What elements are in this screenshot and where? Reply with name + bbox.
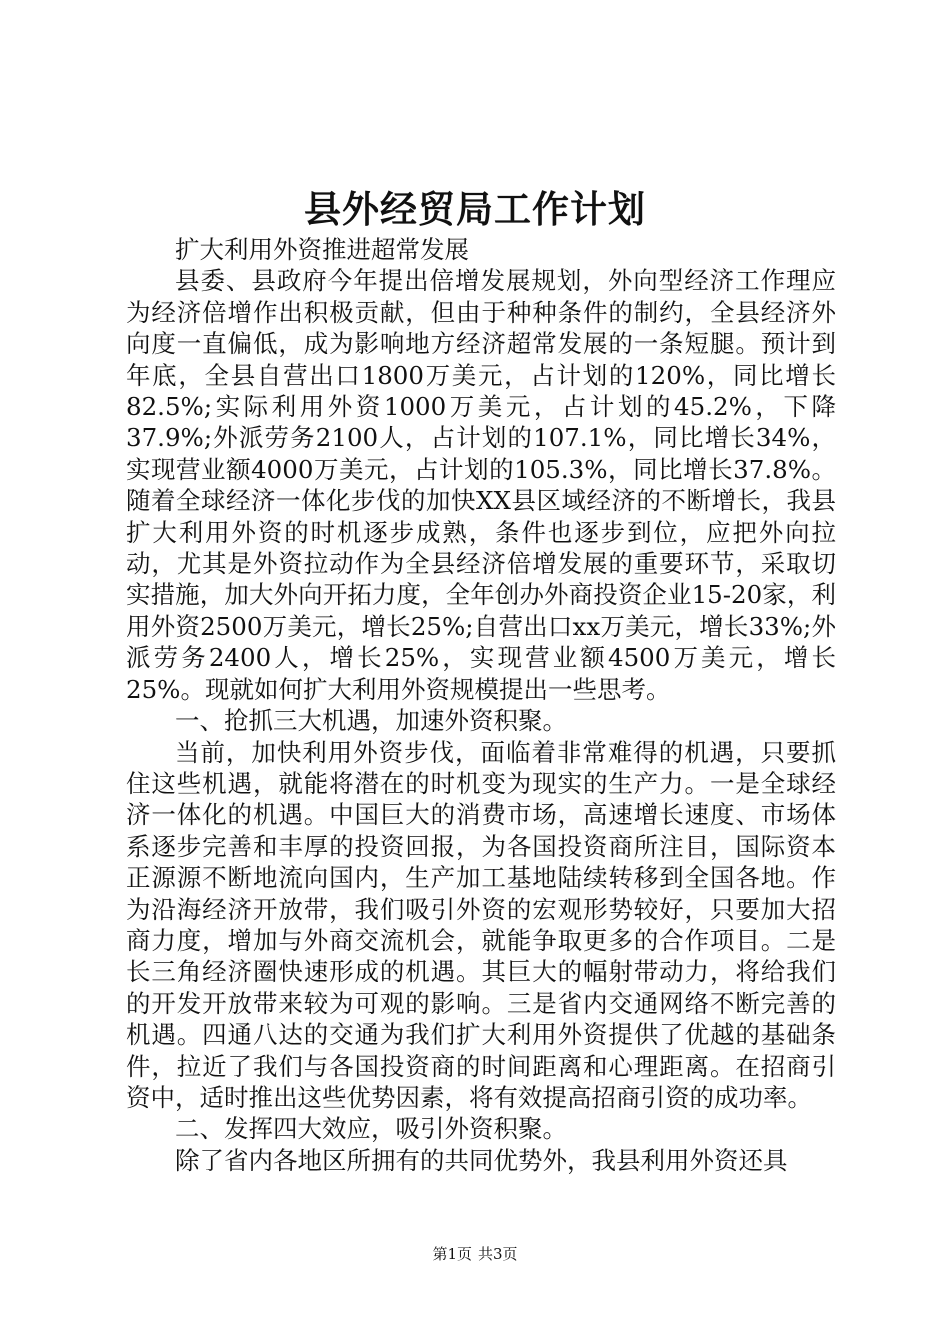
document-title: 县外经贸局工作计划 (304, 187, 646, 231)
page-footer (0, 1244, 950, 1264)
page-total: 共3页 (478, 1245, 518, 1263)
section-heading: 二、发挥四大效应，吸引外资积聚。 (175, 1114, 567, 1144)
body-paragraph: 当前，加快利用外资步伐，面临着非常难得的机遇，只要抓住这些机遇，就能将潜在的时机变为现实的生产力。一是全球经济一体化的机遇。中国巨大的消费市场，高速增长速度、市场体系逐步完善和丰厚的投资回报，为各国投资商所注目，国际资本正源源不断地流向国内，生产加工基地陆续转移到全国各地。作为沿海经济开放带，我们吸引外资的宏观形势较好，只要加大招商力度，增加与外商交流机会，就能争取更多的合作项目。二是长三角经济圈快速形成的机遇。其巨大的幅射带动力，将给我们的开发开放带来较为可观的影响。三是省内交通网络不断完善的机遇。四通八达的交通为我们扩大利用外资提供了优越的基础条件，拉近了我们与各国投资商的时间距离和心理距离。在招商引资中，适时推出这些优势因素，将有效提高招商引资的成功率。 (126, 737, 836, 1112)
body-paragraph: 除了省内各地区所拥有的共同优势外，我县利用外资还具 (175, 1145, 788, 1175)
body-paragraph: 县委、县政府今年提出倍增发展规划，外向型经济工作理应为经济倍增作出积极贡献，但由于种种条件的制约，全县经济外向度一直偏低，成为影响地方经济超常发展的一条短腿。预计到年底，全县自营出口1800万美元，占计划的120%，同比增长82.5%;实际利用外资1000万美元，占计划的45.2%，下降37.9%;外派劳务2100人，占计划的107.1%，同比增长34%，实现营业额4000万美元，占计划的105.3%，同比增长37.8%。随着全球经济一体化步伐的加快XX县区域经济的不断增长，我县扩大利用外资的时机逐步成熟，条件也逐步到位，应把外向拉动，尤其是外资拉动作为全县经济倍增发展的重要环节，采取切实措施，加大外向开拓力度，全年创办外商投资企业15-20家，利用外资2500万美元，增长25%;自营出口xx万美元，增长33%;外派劳务2400人，增长25%，实现营业额4500万美元，增长25%。现就如何扩大利用外资规模提出一些思考。 (126, 266, 836, 704)
subtitle-paragraph: 扩大利用外资推进超常发展 (175, 235, 469, 264)
section-heading: 一、抢抓三大机遇，加速外资积聚。 (175, 706, 567, 736)
document-body (126, 234, 836, 1176)
page-number: 第1页 (432, 1245, 472, 1263)
